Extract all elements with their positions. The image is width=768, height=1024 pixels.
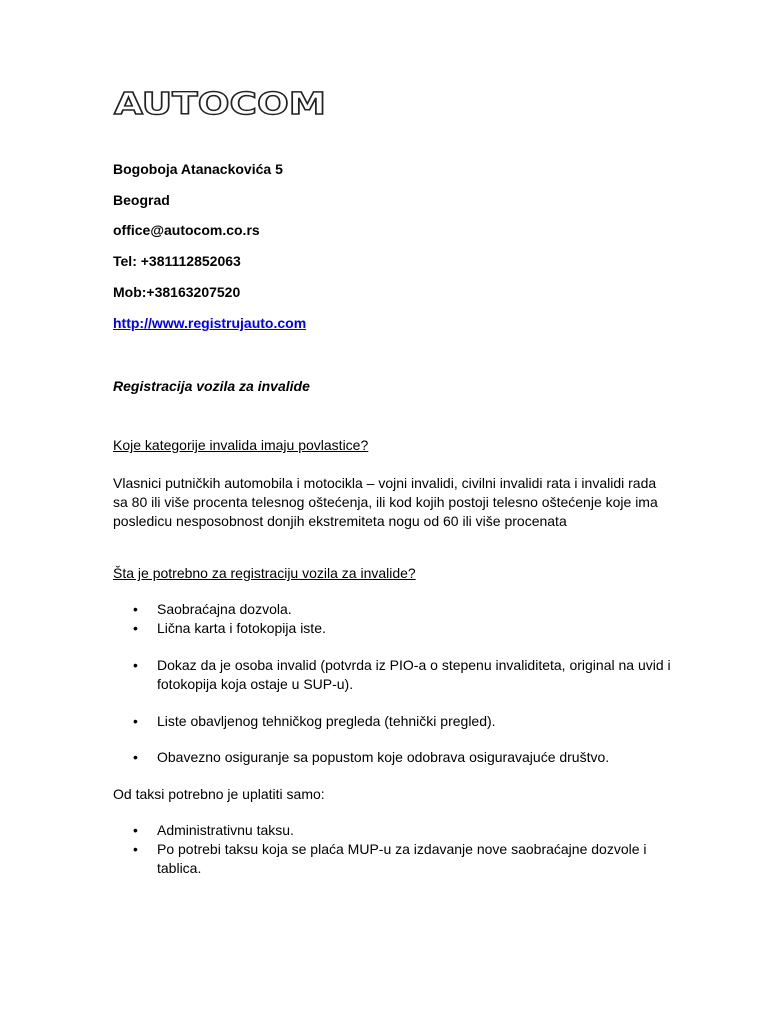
city-line: Beograd [113, 192, 170, 208]
logo-text: AUTOCOM [114, 88, 326, 118]
question-requirements: Šta je potrebno za registraciju vozila za invalide? [113, 565, 416, 581]
address-line: Bogoboja Atanackovića 5 [113, 161, 283, 177]
requirements-list-a [113, 600, 673, 638]
list-item: • Administrativnu taksu. [113, 821, 673, 840]
list-item: • Saobraćajna dozvola. [113, 600, 673, 619]
requirements-list-d [113, 748, 673, 767]
website-link[interactable]: http://www.registrujauto.com [113, 315, 307, 331]
list-item: • Lična karta i fotokopija iste. [113, 619, 673, 638]
list-item: • Dokaz da je osoba invalid (potvrda iz PIO-a o stepenu invaliditeta, original na uvid i fotokopija koja ostaje u SUP-u). [113, 656, 673, 694]
list-item: • Obavezno osiguranje sa popustom koje odobrava osiguravajuće društvo. [113, 748, 673, 767]
list-item: • Liste obavljenog tehničkog pregleda (tehnički pregled). [113, 712, 673, 731]
email-line: office@autocom.co.rs [113, 222, 260, 238]
fees-intro: Od taksi potrebno je uplatiti samo: [113, 786, 325, 802]
document-subject: Registracija vozila za invalide [113, 378, 310, 394]
autocom-logo [113, 88, 329, 118]
answer-categories: Vlasnici putničkih automobila i motocikla – vojni invalidi, civilni invalidi rata i invalidi rada sa 80 ili više procenta telesnog oštećenja, ili kod kojih postoji telesno oštećenje koje ima posledicu nesposobnost donjih ekstremiteta nogu od 60 ili više procenata [113, 475, 658, 529]
mobile-line: Mob:+38163207520 [113, 284, 241, 300]
phone-line: Tel: +381112852063 [113, 253, 241, 269]
fees-list [113, 821, 673, 878]
list-item: • Po potrebi taksu koja se plaća MUP-u za izdavanje nove saobraćajne dozvole i tablica. [113, 840, 673, 878]
requirements-list-c [113, 712, 673, 731]
website-line [113, 314, 306, 332]
question-categories: Koje kategorije invalida imaju povlastice? [113, 437, 369, 453]
requirements-list-b [113, 656, 673, 694]
